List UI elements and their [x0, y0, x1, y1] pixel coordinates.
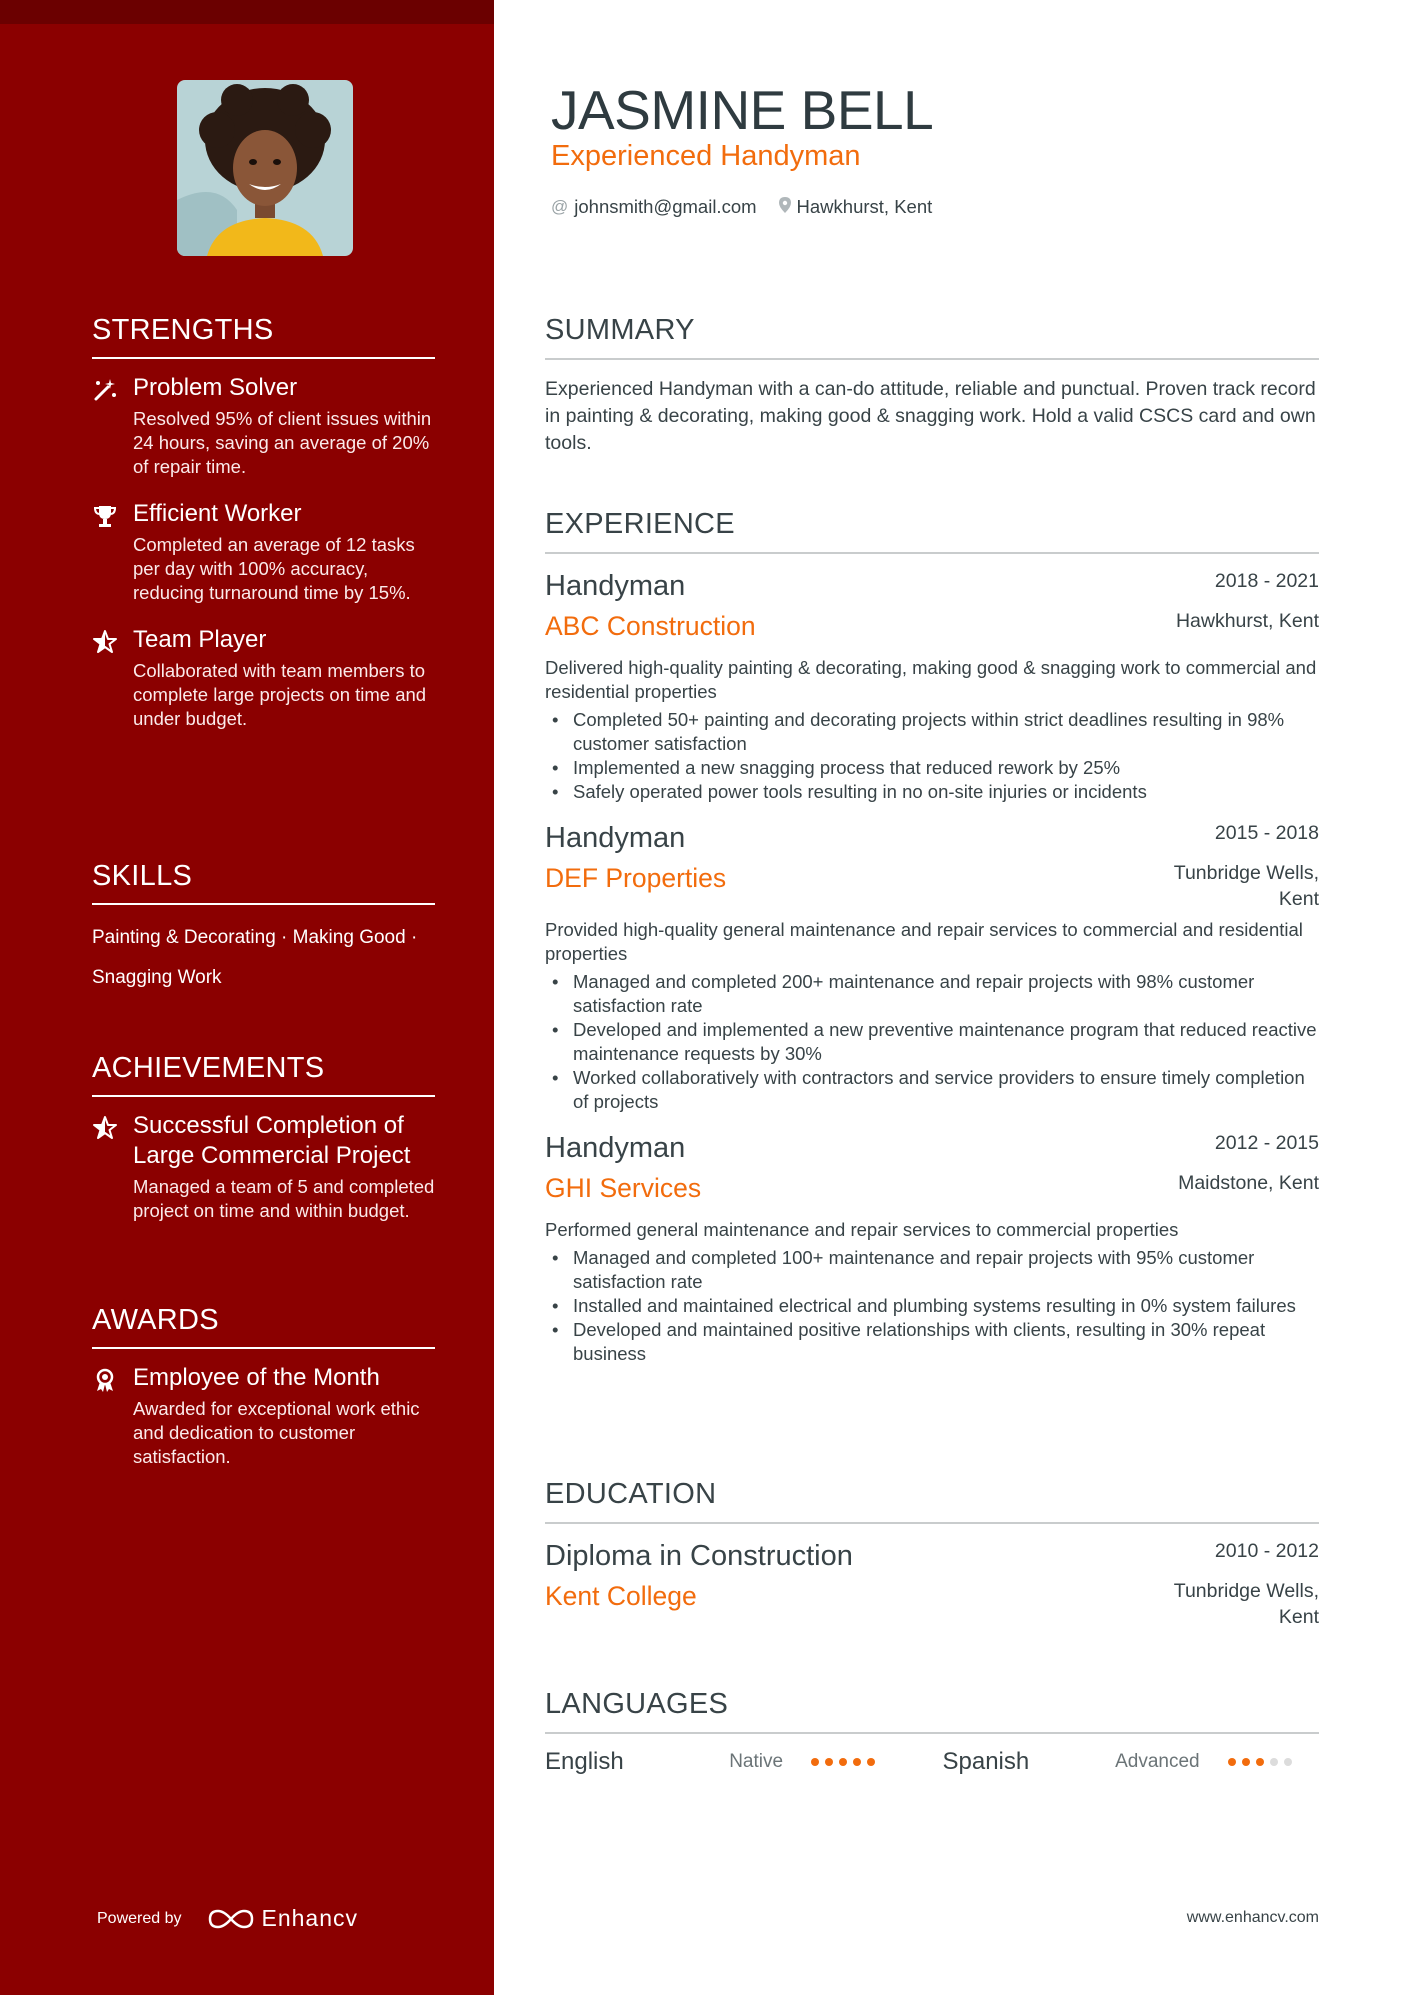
email-text: johnsmith@gmail.com — [574, 196, 757, 217]
rating-dot-filled — [839, 1758, 847, 1766]
job-bullet: • Installed and maintained electrical and plumbing systems resulting in 0% system failures — [545, 1294, 1319, 1318]
job-bullets — [545, 970, 1319, 1114]
candidate-name: JASMINE BELL — [551, 79, 934, 141]
achievement-title: Successful Completion of Large Commercial Project — [133, 1112, 411, 1169]
languages-row — [545, 1748, 1319, 1776]
rating-dot-filled — [811, 1758, 819, 1766]
job-location — [1174, 860, 1319, 912]
avatar — [177, 80, 353, 256]
candidate-role: Experienced Handyman — [551, 140, 861, 172]
job-date: 2018 - 2021 — [1214, 570, 1319, 592]
awards-heading: AWARDS — [92, 1304, 435, 1349]
strength-title: Team Player — [133, 626, 267, 653]
job-bullet: • Developed and maintained positive relationships with clients, resulting in 30% repeat business — [545, 1318, 1319, 1366]
strength-title: Efficient Worker — [133, 500, 302, 527]
language-rating — [1228, 1758, 1319, 1766]
strength-item — [92, 373, 435, 479]
footer-url[interactable]: www.enhancv.com — [1186, 1909, 1319, 1926]
rating-dot-filled — [825, 1758, 833, 1766]
location-text: Hawkhurst, Kent — [796, 196, 933, 217]
powered-by — [97, 1905, 358, 1932]
strength-title: Problem Solver — [133, 374, 298, 401]
job-bullets — [545, 1246, 1319, 1366]
company-name: ABC Construction — [545, 611, 756, 641]
strengths-heading: STRENGTHS — [92, 314, 435, 359]
job-description: Performed general maintenance and repair services to commercial properties — [545, 1219, 1179, 1240]
contact-info — [551, 196, 932, 218]
experience-section — [545, 508, 1319, 1366]
education-entry — [545, 1538, 1319, 1630]
job-title: Handyman — [545, 1132, 686, 1164]
rating-dot-empty — [1284, 1758, 1292, 1766]
education-section — [545, 1478, 1319, 1630]
job-description: Provided high-quality general maintenance and repair services to commercial and residential properties — [545, 919, 1303, 964]
job-bullet: • Safely operated power tools resulting in no on-site injuries or incidents — [545, 780, 1319, 804]
degree-title: Diploma in Construction — [545, 1540, 853, 1572]
sidebar-top-bar — [0, 0, 494, 24]
education-location-line: Kent — [1278, 1606, 1319, 1628]
skills-line: Snagging Work — [92, 967, 222, 988]
rating-dot-filled — [853, 1758, 861, 1766]
experience-heading: EXPERIENCE — [545, 508, 1319, 554]
job-location: Maidstone, Kent — [1178, 1172, 1319, 1194]
email-contact[interactable] — [551, 196, 757, 218]
language-level: Advanced — [1115, 1751, 1200, 1772]
award-item — [92, 1363, 435, 1469]
company-name: GHI Services — [545, 1173, 702, 1203]
wand-icon — [92, 377, 118, 403]
at-icon: @ — [551, 197, 569, 216]
job-title: Handyman — [545, 822, 686, 854]
achievement-description: Managed a team of 5 and completed project on time and within budget. — [133, 1176, 435, 1221]
job-entry — [545, 568, 1319, 804]
rating-dot-filled — [1228, 1758, 1236, 1766]
school-name: Kent College — [545, 1581, 697, 1611]
achievement-item — [92, 1111, 435, 1223]
star-icon — [92, 629, 118, 655]
language-rating — [811, 1758, 902, 1766]
job-entry — [545, 1130, 1319, 1366]
enhancv-logo[interactable] — [208, 1905, 359, 1932]
skills-heading: SKILLS — [92, 860, 435, 905]
enhancv-logo-text: Enhancv — [261, 1905, 359, 1931]
job-location-line: Tunbridge Wells, — [1173, 862, 1319, 884]
summary-heading: SUMMARY — [545, 314, 1319, 360]
job-date: 2012 - 2015 — [1214, 1132, 1319, 1154]
achievements-section — [92, 1052, 435, 1243]
job-bullet: • Completed 50+ painting and decorating projects within strict deadlines resulting in 98% customer satisfaction — [545, 708, 1319, 756]
job-bullet: • Worked collaboratively with contractors and service providers to ensure timely completion of projects — [545, 1066, 1319, 1114]
education-heading: EDUCATION — [545, 1478, 1319, 1524]
achievements-heading: ACHIEVEMENTS — [92, 1052, 435, 1097]
language-level: Native — [729, 1751, 784, 1772]
job-description: Delivered high-quality painting & decorating, making good & snagging work to commercial and residential properties — [545, 657, 1317, 702]
languages-heading: LANGUAGES — [545, 1688, 1319, 1734]
star-icon — [92, 1115, 118, 1141]
job-bullet: • Managed and completed 100+ maintenance and repair projects with 95% customer satisfaction rate — [545, 1246, 1319, 1294]
powered-by-label: Powered by — [97, 1909, 182, 1927]
location-contact — [779, 196, 933, 218]
summary-section — [545, 314, 1319, 457]
awards-section — [92, 1304, 435, 1489]
job-bullet: • Developed and implemented a new preventive maintenance program that reduced reactive maintenance requests by 30% — [545, 1018, 1319, 1066]
rating-dot-filled — [1256, 1758, 1264, 1766]
summary-text: Experienced Handyman with a can-do attitude, reliable and punctual. Proven track record in painting & decorating, making good & snagging work. Hold a valid CSCS card and own tools. — [545, 378, 1316, 454]
strength-description: Collaborated with team members to complete large projects on time and under budget. — [133, 660, 427, 729]
medal-icon — [92, 1367, 118, 1393]
skills-section — [92, 860, 435, 999]
education-location — [1174, 1578, 1319, 1630]
strengths-section — [92, 314, 435, 751]
education-location-line: Tunbridge Wells, — [1173, 1580, 1319, 1602]
award-title: Employee of the Month — [133, 1364, 380, 1391]
strength-item — [92, 499, 435, 605]
language-name: Spanish — [942, 1748, 1030, 1775]
job-date: 2015 - 2018 — [1214, 822, 1319, 844]
languages-section — [545, 1688, 1319, 1776]
award-description: Awarded for exceptional work ethic and dedication to customer satisfaction. — [133, 1398, 420, 1467]
rating-dot-filled — [867, 1758, 875, 1766]
enhancv-logo-icon — [208, 1907, 254, 1931]
job-location: Hawkhurst, Kent — [1175, 610, 1319, 632]
strength-description: Resolved 95% of client issues within 24 hours, saving an average of 20% of repair time. — [133, 408, 432, 477]
job-bullets — [545, 708, 1319, 804]
job-title: Handyman — [545, 570, 686, 602]
location-pin-icon — [779, 197, 791, 218]
job-bullet: • Implemented a new snagging process that reduced rework by 25% — [545, 756, 1319, 780]
trophy-icon — [92, 503, 118, 529]
skills-line: Painting & Decorating · Making Good · — [92, 927, 418, 948]
education-date: 2010 - 2012 — [1214, 1540, 1319, 1562]
rating-dot-empty — [1270, 1758, 1278, 1766]
strength-description: Completed an average of 12 tasks per day with 100% accuracy, reducing turnaround time by 15%. — [133, 534, 415, 603]
rating-dot-filled — [1242, 1758, 1250, 1766]
job-location-line: Kent — [1278, 888, 1319, 910]
job-entry — [545, 820, 1319, 1114]
company-name: DEF Properties — [545, 863, 727, 893]
sidebar — [0, 0, 494, 1995]
job-bullet: • Managed and completed 200+ maintenance and repair projects with 98% customer satisfaction rate — [545, 970, 1319, 1018]
strength-item — [92, 625, 435, 731]
language-name: English — [545, 1748, 624, 1775]
